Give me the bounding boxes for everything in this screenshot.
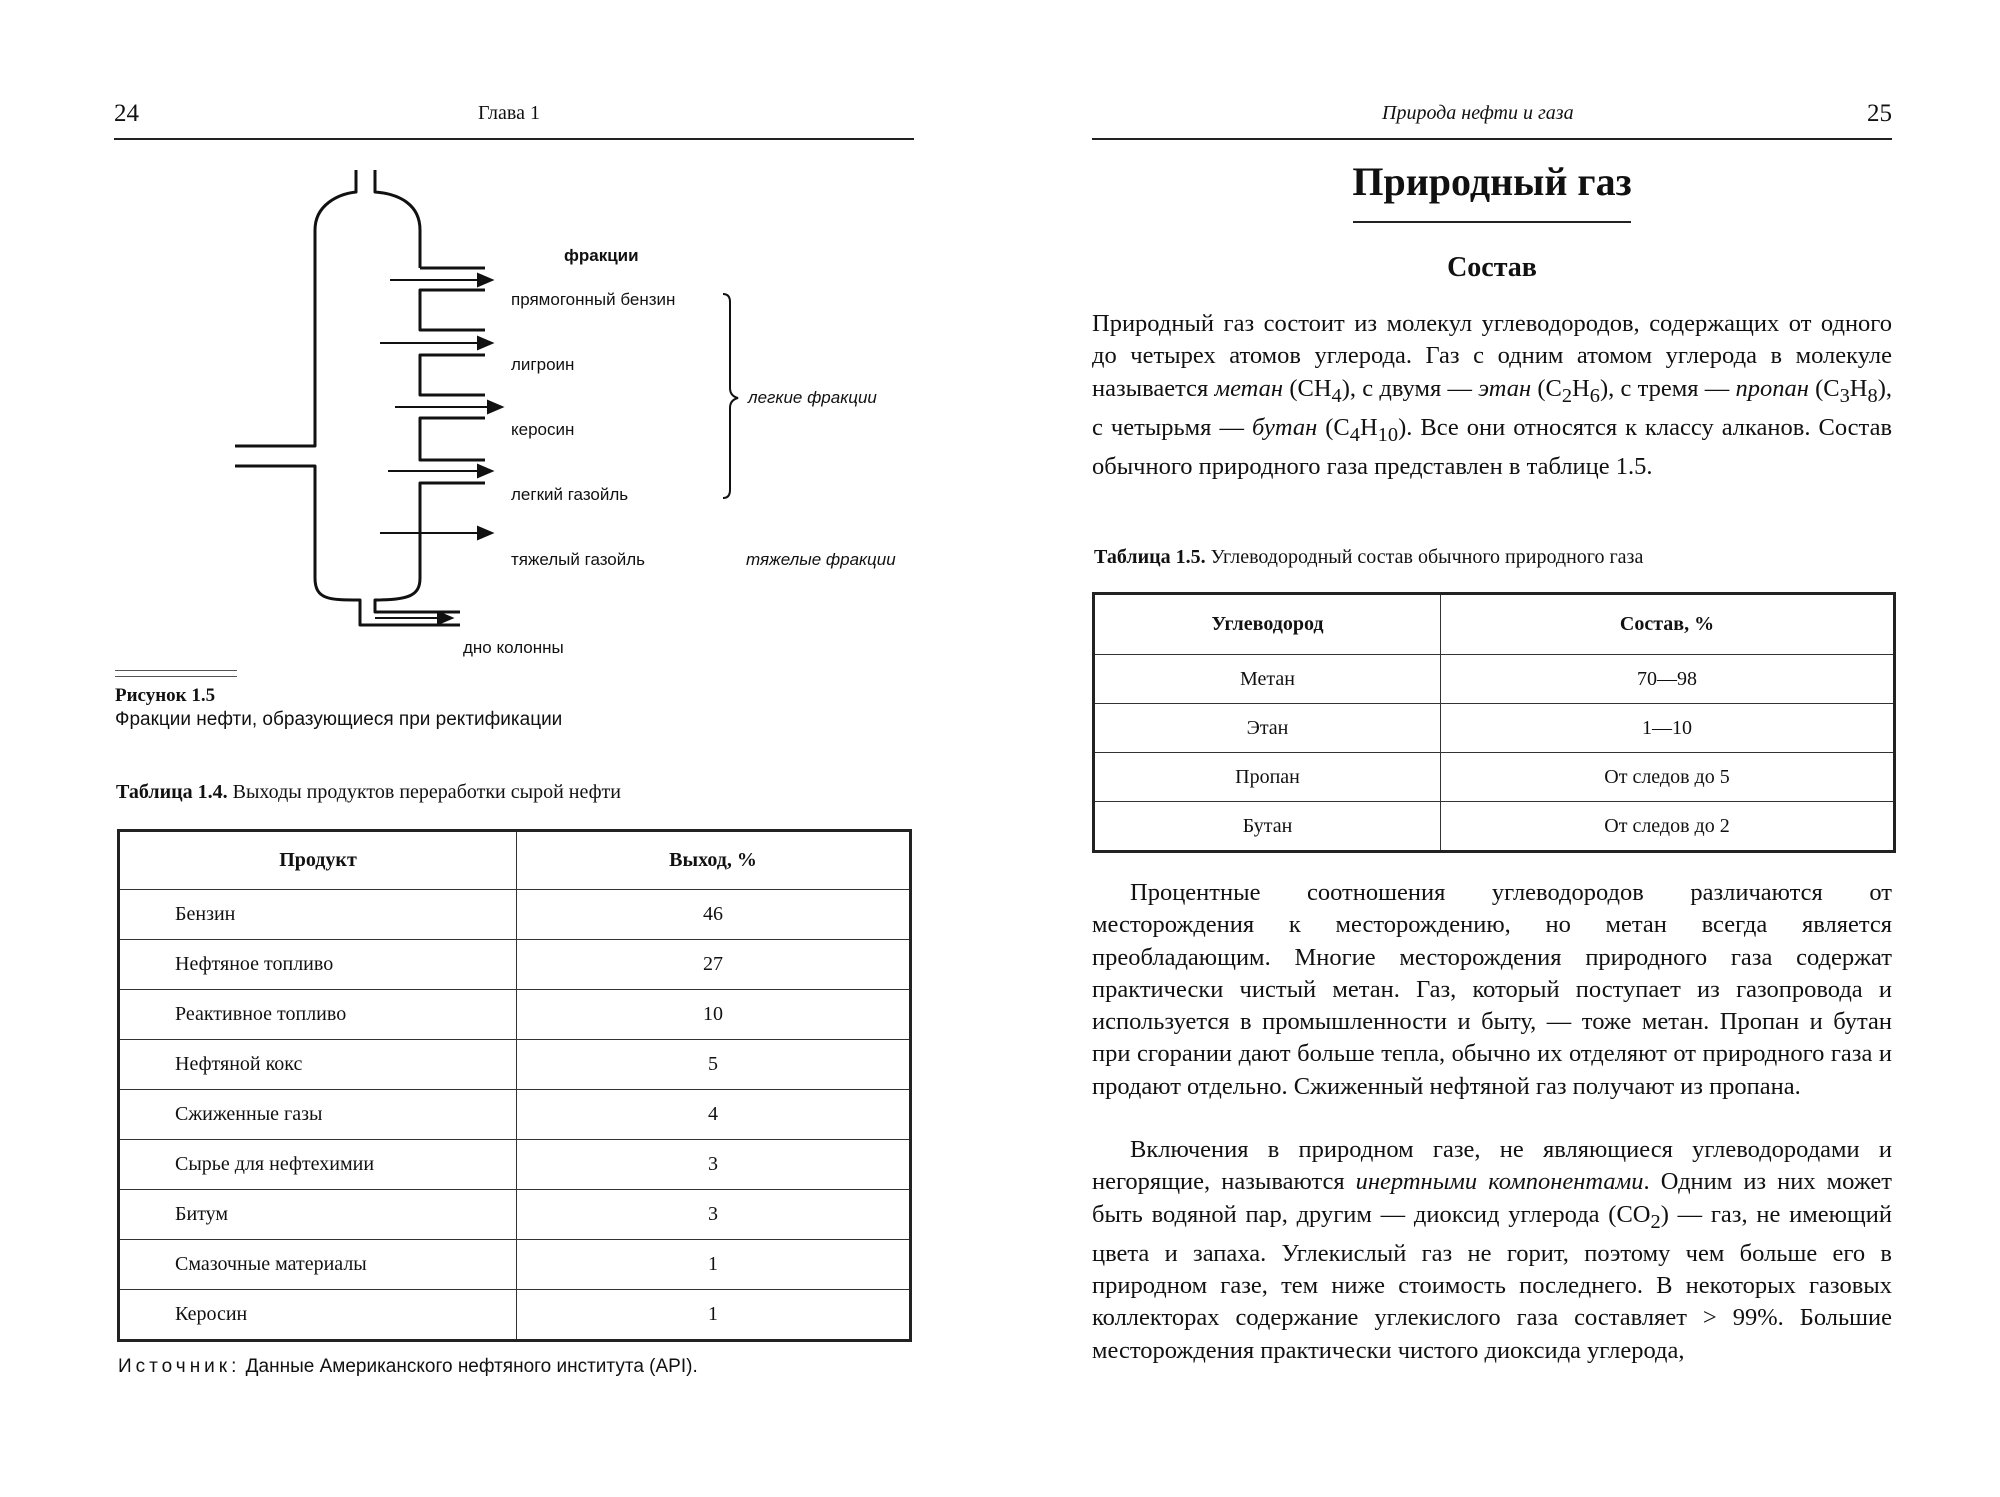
table-row xyxy=(1094,753,1895,802)
body-paragraph: Природный газ состоит из молекул углеводородов, содержащих от одного до четырех атомов углерода. Газ с одним атомом углерода в молекуле называется метан $(CH_4)$, с двумя — этан $(C_2H_6)$, с тремя — пропан $(C_3H_8)$, с четырьмя — бутан $(C_4H_{10})$. Все они относятся к классу алканов. Состав обычного природного газа представлен в таблице 1.5. xyxy=(1092,310,1893,480)
table-header-cell: Состав, % xyxy=(1441,594,1895,655)
column-bottom-label: дно колонны xyxy=(463,638,564,657)
product-cell: Бензин xyxy=(119,890,517,940)
table-row xyxy=(119,1140,911,1190)
body-paragraph: Процентные соотношения углеводородов различаются от месторождения к месторождению, но метан всегда является преобладающим. Многие месторождения природного газа содержат практически чистый метан. Газ, который поступает из газопровода и используется в промышленности и быту, — тоже метан. Пропан и бутан при сгорании дают больше тепла, обычно их отделяют от природного газа и продают отдельно. Сжиженный нефтяной газ получают из пропана. xyxy=(1092,879,1892,1100)
figure-number: Рисунок 1.5 xyxy=(115,685,216,706)
product-cell: Битум xyxy=(119,1190,517,1240)
yield-cell: 3 xyxy=(517,1140,911,1190)
composition-cell: 1—10 xyxy=(1441,704,1895,753)
table-row xyxy=(119,1190,911,1240)
table-header-row xyxy=(119,831,911,890)
table-row xyxy=(119,1040,911,1090)
figure-header: фракции xyxy=(564,246,639,265)
section-running-title: Природа нефти и газа xyxy=(1382,102,1574,124)
table-row xyxy=(119,940,911,990)
subsection-title: Состав xyxy=(1447,252,1537,283)
yield-cell: 1 xyxy=(517,1240,911,1290)
yield-cell: 1 xyxy=(517,1290,911,1341)
product-cell: Реактивное топливо xyxy=(119,990,517,1040)
table-row xyxy=(1094,704,1895,753)
fraction-label: легкий газойль xyxy=(511,485,629,504)
figure-caption xyxy=(115,670,915,731)
table-label: Таблица 1.5. xyxy=(1094,546,1206,568)
table-1-5-caption xyxy=(1094,546,1643,569)
section-title: Природный газ xyxy=(1352,159,1632,204)
composition-cell: От следов до 2 xyxy=(1441,802,1895,852)
table-row xyxy=(1094,655,1895,704)
source-text: Данные Американского нефтяного института (API). xyxy=(245,1356,698,1377)
light-fractions-label: легкие фракции xyxy=(748,388,877,407)
table-1-4 xyxy=(117,829,912,1342)
hydrocarbon-cell: Бутан xyxy=(1094,802,1441,852)
hydrocarbon-cell: Этан xyxy=(1094,704,1441,753)
caption-rule xyxy=(115,670,237,677)
table-caption-text: Углеводородный состав обычного природного газа xyxy=(1210,546,1644,568)
table-row xyxy=(119,1090,911,1140)
right-page xyxy=(1000,0,2000,1497)
table-1-4-caption xyxy=(116,781,621,804)
composition-cell: От следов до 5 xyxy=(1441,753,1895,802)
page-number: 24 xyxy=(114,100,139,127)
table-row xyxy=(119,1290,911,1341)
table-row xyxy=(119,1240,911,1290)
product-cell: Сжиженные газы xyxy=(119,1090,517,1140)
fraction-label: прямогонный бензин xyxy=(511,290,676,309)
table-label: Таблица 1.4. xyxy=(116,781,228,803)
figure-caption-text: Фракции нефти, образующиеся при ректификации xyxy=(115,709,563,730)
product-cell: Нефтяное топливо xyxy=(119,940,517,990)
yield-cell: 4 xyxy=(517,1090,911,1140)
yield-cell: 46 xyxy=(517,890,911,940)
table-header-row xyxy=(1094,594,1895,655)
hydrocarbon-cell: Пропан xyxy=(1094,753,1441,802)
yield-cell: 10 xyxy=(517,990,911,1040)
fraction-label: керосин xyxy=(511,420,575,439)
fraction-label: лигроин xyxy=(511,355,575,374)
page-number: 25 xyxy=(1867,100,1892,127)
hydrocarbon-cell: Метан xyxy=(1094,655,1441,704)
table-row xyxy=(119,890,911,940)
chapter-title: Глава 1 xyxy=(478,102,540,124)
title-underline xyxy=(1353,221,1631,223)
table-row xyxy=(119,990,911,1040)
yield-cell: 5 xyxy=(517,1040,911,1090)
body-paragraph: Включения в природном газе, не являющиеся углеводородами и негорящие, называются инертными компонентами. Одним из них может быть водяной пар, другим — диоксид углерода $(CO_2)$ — газ, не имеющий цвета и запаха. Углекислый газ не горит, поэтому чем больше его в природном газе, тем ниже стоимость последнего. В некоторых газовых коллекторах содержание углекислого газа составляет > 99%. Большие месторождения практически чистого диоксида углерода, xyxy=(1092,1136,1893,1364)
product-cell: Нефтяной кокс xyxy=(119,1040,517,1090)
running-head-right xyxy=(1092,100,1892,140)
running-head-left xyxy=(114,100,914,140)
table-header-cell: Продукт xyxy=(119,831,517,890)
table-row xyxy=(1094,802,1895,852)
table-header-cell: Углеводород xyxy=(1094,594,1441,655)
product-cell: Сырье для нефтехимии xyxy=(119,1140,517,1190)
yield-cell: 3 xyxy=(517,1190,911,1240)
heavy-fractions-label: тяжелые фракции xyxy=(746,550,896,569)
fraction-label: тяжелый газойль xyxy=(511,550,646,569)
distillation-column-figure xyxy=(200,160,940,680)
table-source-note xyxy=(118,1356,698,1378)
product-cell: Керосин xyxy=(119,1290,517,1341)
composition-cell: 70—98 xyxy=(1441,655,1895,704)
product-cell: Смазочные материалы xyxy=(119,1240,517,1290)
yield-cell: 27 xyxy=(517,940,911,990)
source-label: Источник: xyxy=(118,1356,241,1377)
table-1-5 xyxy=(1092,592,1896,853)
table-caption-text: Выходы продуктов переработки сырой нефти xyxy=(232,781,622,803)
table-header-cell: Выход, % xyxy=(517,831,911,890)
